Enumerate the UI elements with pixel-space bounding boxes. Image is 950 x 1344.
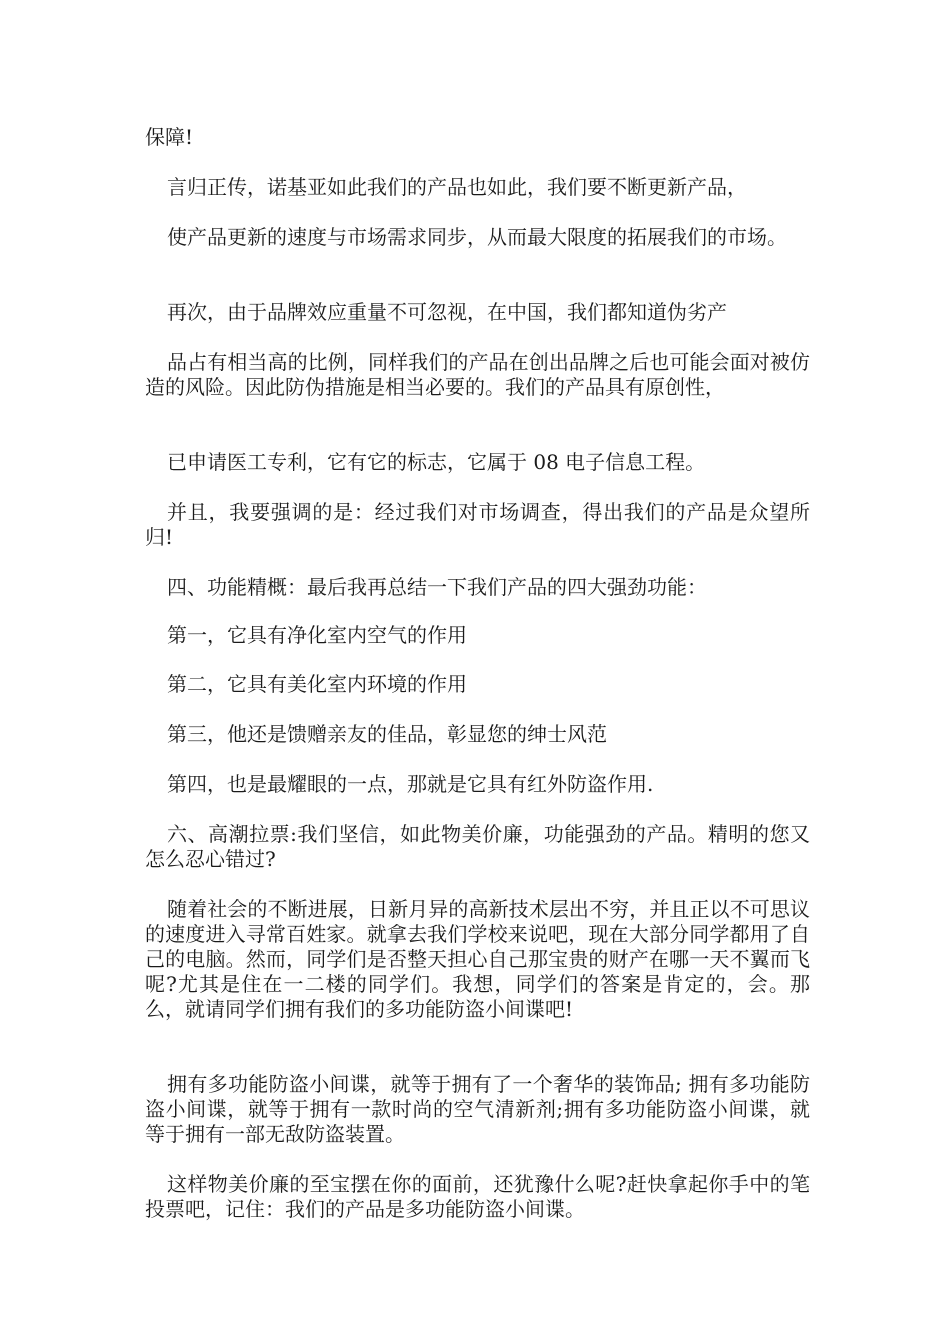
paragraph-4: 再次，由于品牌效应重量不可忽视，在中国，我们都知道伪劣产 <box>167 300 727 324</box>
paragraph-8: 四、功能精概：最后我再总结一下我们产品的四大强劲功能： <box>167 575 707 599</box>
paragraph-11: 第三，他还是馈赠亲友的佳品，彰显您的绅士风范 <box>167 722 607 746</box>
paragraph-14: 随着社会的不断进展，日新月异的高新技术层出不穷，并且正以不可思议的速度进入寻常百姓家。就拿去我们学校来说吧，现在大部分同学都用了自己的电脑。然而，同学们是否整天担心自己那宝贵的财产在哪一天不翼而飞呢?尤其是住在一二楼的同学们。我想，同学们的答案是肯定的，会。那么，就请同学们拥有我们的多功能防盗小间谍吧! <box>145 897 810 1021</box>
paragraph-15: 拥有多功能防盗小间谍，就等于拥有了一个奢华的装饰品; 拥有多功能防盗小间谍，就等于拥有一款时尚的空气清新剂;拥有多功能防盗小间谍，就等于拥有一部无敌防盗装置。 <box>145 1072 810 1146</box>
paragraph-3: 使产品更新的速度与市场需求同步，从而最大限度的拓展我们的市场。 <box>167 225 787 249</box>
paragraph-2: 言归正传，诺基亚如此我们的产品也如此，我们要不断更新产品， <box>167 175 747 199</box>
paragraph-9: 第一，它具有净化室内空气的作用 <box>167 623 467 647</box>
paragraph-13: 六、高潮拉票:我们坚信，如此物美价廉，功能强劲的产品。精明的您又怎么忍心错过? <box>145 822 810 871</box>
paragraph-16: 这样物美价廉的至宝摆在你的面前，还犹豫什么呢?赶快拿起你手中的笔投票吧，记住：我们的产品是多功能防盗小间谍。 <box>145 1172 810 1221</box>
paragraph-7: 并且，我要强调的是：经过我们对市场调查，得出我们的产品是众望所归! <box>145 500 810 549</box>
paragraph-5: 品占有相当高的比例，同样我们的产品在创出品牌之后也可能会面对被仿造的风险。因此防伪措施是相当必要的。我们的产品具有原创性， <box>145 350 810 399</box>
paragraph-6: 已申请医工专利，它有它的标志，它属于 08 电子信息工程。 <box>167 450 706 474</box>
paragraph-12: 第四，也是最耀眼的一点，那就是它具有红外防盗作用. <box>167 772 654 796</box>
paragraph-10: 第二，它具有美化室内环境的作用 <box>167 672 467 696</box>
paragraph-1: 保障! <box>145 125 194 149</box>
